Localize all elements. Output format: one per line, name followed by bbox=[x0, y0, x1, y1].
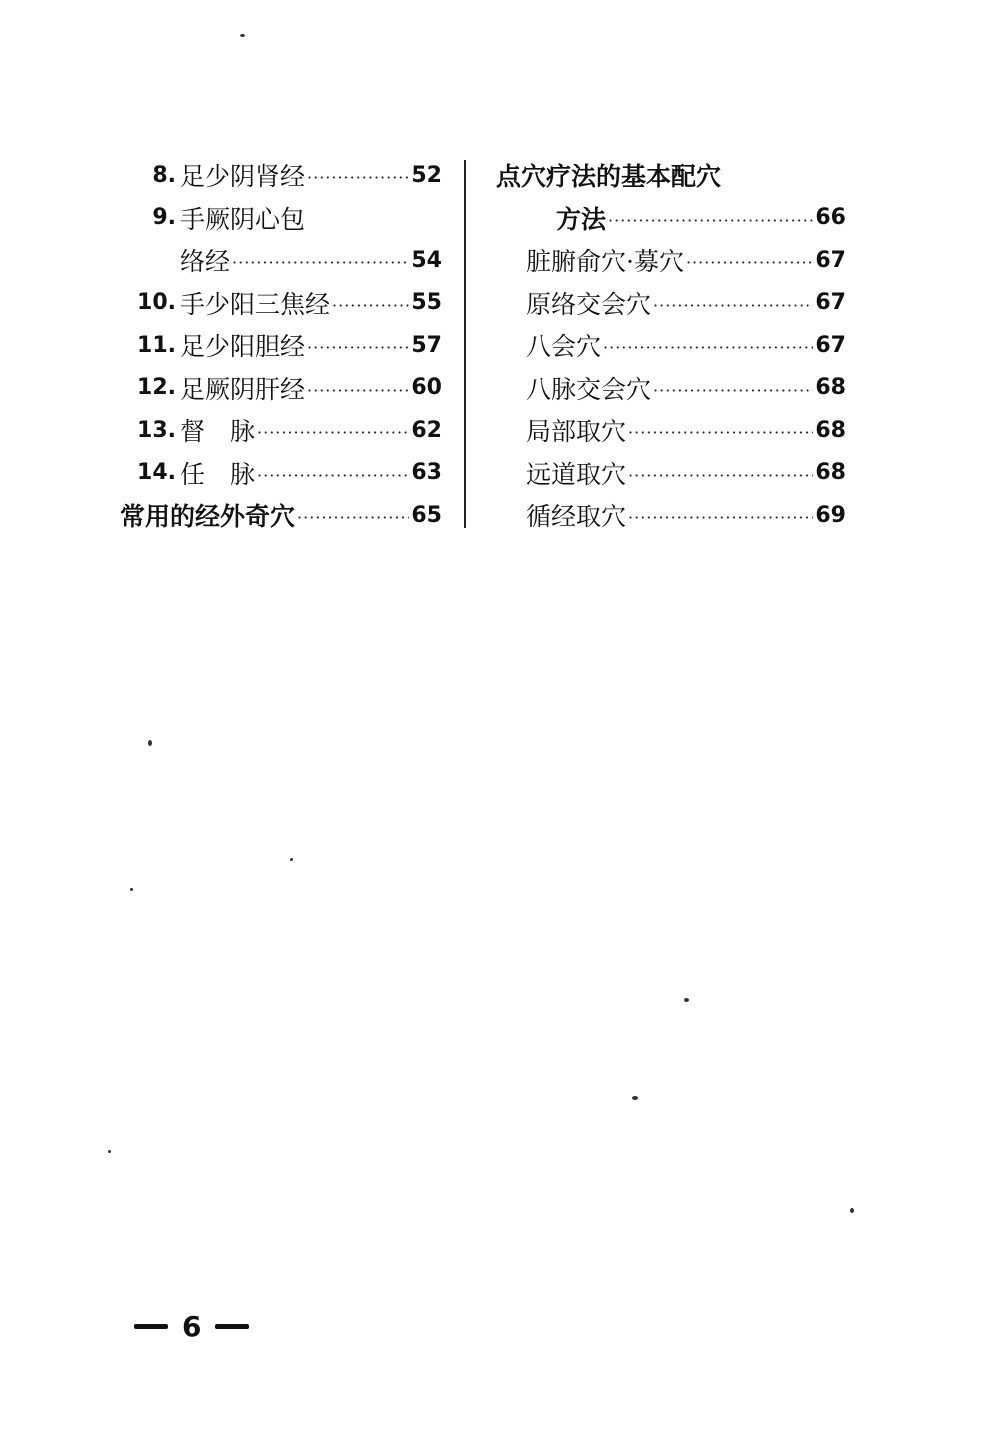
scan-speck bbox=[130, 888, 133, 891]
toc-entry bbox=[496, 409, 846, 452]
entry-page: 68 bbox=[815, 375, 846, 401]
entry-title: 任 脉 bbox=[180, 459, 256, 489]
entry-page: 67 bbox=[815, 332, 846, 358]
leader-dots bbox=[653, 383, 813, 399]
entry-title: 手厥阴心包 bbox=[180, 204, 306, 234]
scan-speck bbox=[850, 1208, 854, 1213]
entry-title: 常用的经外奇穴 bbox=[120, 502, 296, 532]
entry-title: 原络交会穴 bbox=[526, 289, 652, 319]
leader-dots bbox=[307, 170, 409, 186]
toc-entry bbox=[120, 324, 442, 367]
toc-entry-continuation bbox=[120, 239, 442, 282]
toc-entry bbox=[496, 452, 846, 495]
entry-page: 68 bbox=[815, 417, 846, 443]
leader-dots bbox=[686, 255, 813, 271]
leader-dots bbox=[257, 425, 409, 441]
toc-left-column bbox=[120, 154, 442, 537]
entry-title: 循经取穴 bbox=[526, 502, 627, 532]
scan-speck bbox=[684, 998, 689, 1002]
entry-page: 60 bbox=[411, 375, 442, 401]
leader-dots bbox=[628, 468, 813, 484]
entry-number: 10. bbox=[137, 290, 176, 316]
entry-page: 68 bbox=[815, 460, 846, 486]
entry-page: 52 bbox=[411, 162, 442, 188]
entry-page: 65 bbox=[411, 502, 442, 528]
entry-number: 13. bbox=[137, 417, 176, 443]
entry-title: 局部取穴 bbox=[526, 417, 627, 447]
leader-dots bbox=[297, 510, 409, 526]
entry-page: 67 bbox=[815, 290, 846, 316]
leader-dots bbox=[653, 298, 813, 314]
leader-dots bbox=[628, 425, 813, 441]
leader-dots bbox=[257, 468, 409, 484]
toc-section-heading bbox=[496, 154, 846, 197]
entry-page: 66 bbox=[815, 205, 846, 231]
entry-number: 12. bbox=[137, 375, 176, 401]
section-heading-line1: 点穴疗法的基本配穴 bbox=[496, 162, 722, 192]
page-number: 6 bbox=[182, 1310, 202, 1343]
leader-dots bbox=[628, 510, 813, 526]
entry-page: 63 bbox=[411, 460, 442, 486]
toc-entry bbox=[496, 282, 846, 325]
entry-title: 八会穴 bbox=[526, 332, 602, 362]
page-footer bbox=[120, 1310, 263, 1343]
toc-entry bbox=[120, 282, 442, 325]
toc-entry bbox=[496, 324, 846, 367]
entry-title: 足厥阴肝经 bbox=[180, 374, 306, 404]
entry-title: 督 脉 bbox=[180, 417, 256, 447]
toc-entry bbox=[496, 367, 846, 410]
entry-page: 54 bbox=[411, 247, 442, 273]
scan-speck bbox=[632, 1096, 638, 1100]
scan-speck bbox=[240, 34, 245, 37]
scan-speck bbox=[108, 1150, 111, 1153]
entry-page: 69 bbox=[815, 502, 846, 528]
entry-number: 9. bbox=[152, 205, 176, 231]
toc-entry bbox=[496, 494, 846, 537]
toc-section-entry bbox=[120, 494, 442, 537]
entry-page: 67 bbox=[815, 247, 846, 273]
entry-page: 62 bbox=[411, 417, 442, 443]
leader-dots bbox=[603, 340, 813, 356]
toc-section-heading-cont bbox=[496, 197, 846, 240]
entry-number: 14. bbox=[137, 460, 176, 486]
entry-title: 手少阳三焦经 bbox=[180, 289, 331, 319]
leader-dots bbox=[232, 255, 409, 271]
entry-title: 络经 bbox=[180, 247, 231, 277]
toc-entry bbox=[120, 197, 442, 240]
column-divider bbox=[464, 160, 466, 528]
leader-dots bbox=[307, 383, 409, 399]
entry-title: 脏腑俞穴·募穴 bbox=[526, 247, 684, 277]
scan-speck bbox=[290, 858, 293, 861]
entry-page: 55 bbox=[411, 290, 442, 316]
footer-dash-left bbox=[134, 1324, 168, 1329]
entry-title: 足少阳胆经 bbox=[180, 332, 306, 362]
toc-entry bbox=[120, 409, 442, 452]
leader-dots bbox=[332, 298, 409, 314]
leader-dots bbox=[608, 213, 813, 229]
toc-entry bbox=[496, 239, 846, 282]
entry-page: 57 bbox=[411, 332, 442, 358]
toc-entry bbox=[120, 452, 442, 495]
entry-number: 8. bbox=[152, 162, 176, 188]
scan-speck bbox=[148, 740, 152, 746]
toc-right-column bbox=[496, 154, 846, 537]
section-heading-line2: 方法 bbox=[556, 204, 607, 234]
entry-title: 八脉交会穴 bbox=[526, 374, 652, 404]
entry-title: 足少阴肾经 bbox=[180, 162, 306, 192]
toc-entry bbox=[120, 367, 442, 410]
toc-entry bbox=[120, 154, 442, 197]
entry-title: 远道取穴 bbox=[526, 459, 627, 489]
entry-number: 11. bbox=[137, 332, 176, 358]
leader-dots bbox=[307, 340, 409, 356]
footer-dash-right bbox=[215, 1324, 249, 1329]
